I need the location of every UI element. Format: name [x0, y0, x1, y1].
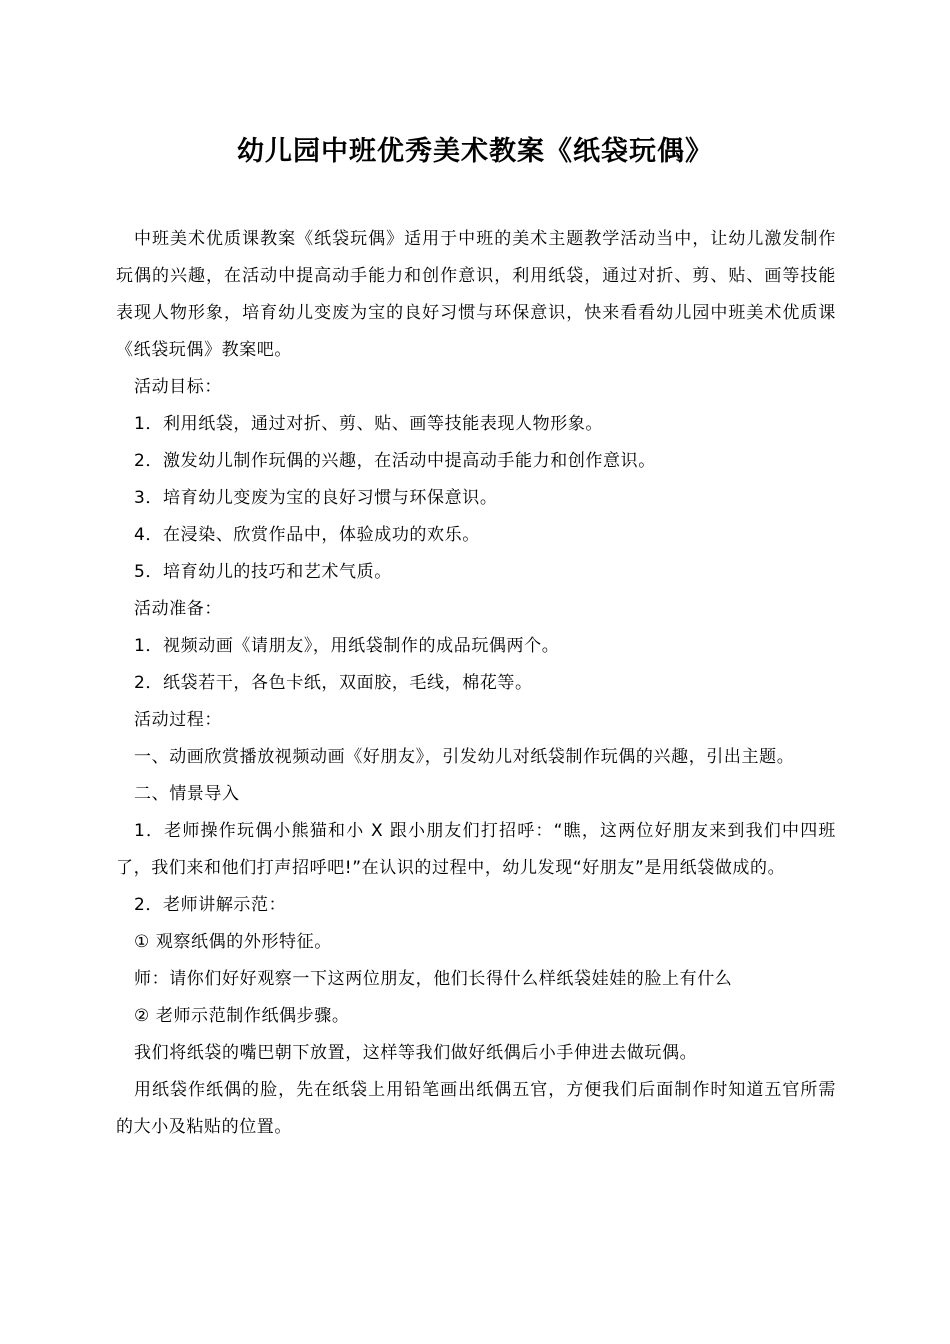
goal-item-4: 4．在浸染、欣赏作品中，体验成功的欢乐。	[134, 525, 480, 545]
intro-paragraph: 中班美术优质课教案《纸袋玩偶》适用于中班的美术主题教学活动当中，让幼儿激发制作玩偶的兴趣，在活动中提高动手能力和创作意识，利用纸袋，通过对折、剪、贴、画等技能表现人物形象，培育幼儿变废为宝的良好习惯与环保意识，快来看看幼儿园中班美术优质课《纸袋玩偶》教案吧。	[116, 229, 836, 360]
process-step-1: 一、动画欣赏播放视频动画《好朋友》，引发幼儿对纸袋制作玩偶的兴趣，引出主题。	[134, 747, 795, 767]
demo-instruction-2: 用纸袋作纸偶的脸，先在纸袋上用铅笔画出纸偶五官，方便我们后面制作时知道五官所需的大小及粘贴的位置。	[116, 1080, 836, 1137]
goal-item-3: 3．培育幼儿变废为宝的良好习惯与环保意识。	[134, 488, 498, 508]
preparation-item-2: 2．纸袋若干，各色卡纸，双面胶，毛线，棉花等。	[134, 673, 533, 693]
document-title: 幼儿园中班优秀美术教案《纸袋玩偶》	[237, 136, 713, 167]
goal-item-2: 2．激发幼儿制作玩偶的兴趣，在活动中提高动手能力和创作意识。	[134, 451, 656, 471]
goal-item-5: 5．培育幼儿的技巧和艺术气质。	[134, 562, 392, 582]
demo-instruction-1: 我们将纸袋的嘴巴朝下放置，这样等我们做好纸偶后小手伸进去做玩偶。	[134, 1043, 698, 1063]
section-heading-goals: 活动目标：	[134, 377, 222, 397]
preparation-item-1: 1．视频动画《请朋友》，用纸袋制作的成品玩偶两个。	[134, 636, 560, 656]
document-body	[116, 221, 836, 1146]
observe-item: ① 观察纸偶的外形特征。	[134, 932, 332, 952]
process-substep-2: 2．老师讲解示范：	[134, 895, 287, 915]
section-heading-process: 活动过程：	[134, 710, 222, 730]
teacher-question: 师：请你们好好观察一下这两位朋友，他们长得什么样纸袋娃娃的脸上有什么	[134, 969, 733, 989]
process-substep-1: 1．老师操作玩偶小熊猫和小 X 跟小朋友们打招呼：“瞧，这两位好朋友来到我们中四班了，我们来和他们打声招呼吧!”在认识的过程中，幼儿发现“好朋友”是用纸袋做成的。	[116, 821, 836, 878]
goal-item-1: 1．利用纸袋，通过对折、剪、贴、画等技能表现人物形象。	[134, 414, 604, 434]
section-heading-preparation: 活动准备：	[134, 599, 222, 619]
process-step-2: 二、情景导入	[134, 784, 240, 804]
demo-item: ② 老师示范制作纸偶步骤。	[134, 1006, 350, 1026]
